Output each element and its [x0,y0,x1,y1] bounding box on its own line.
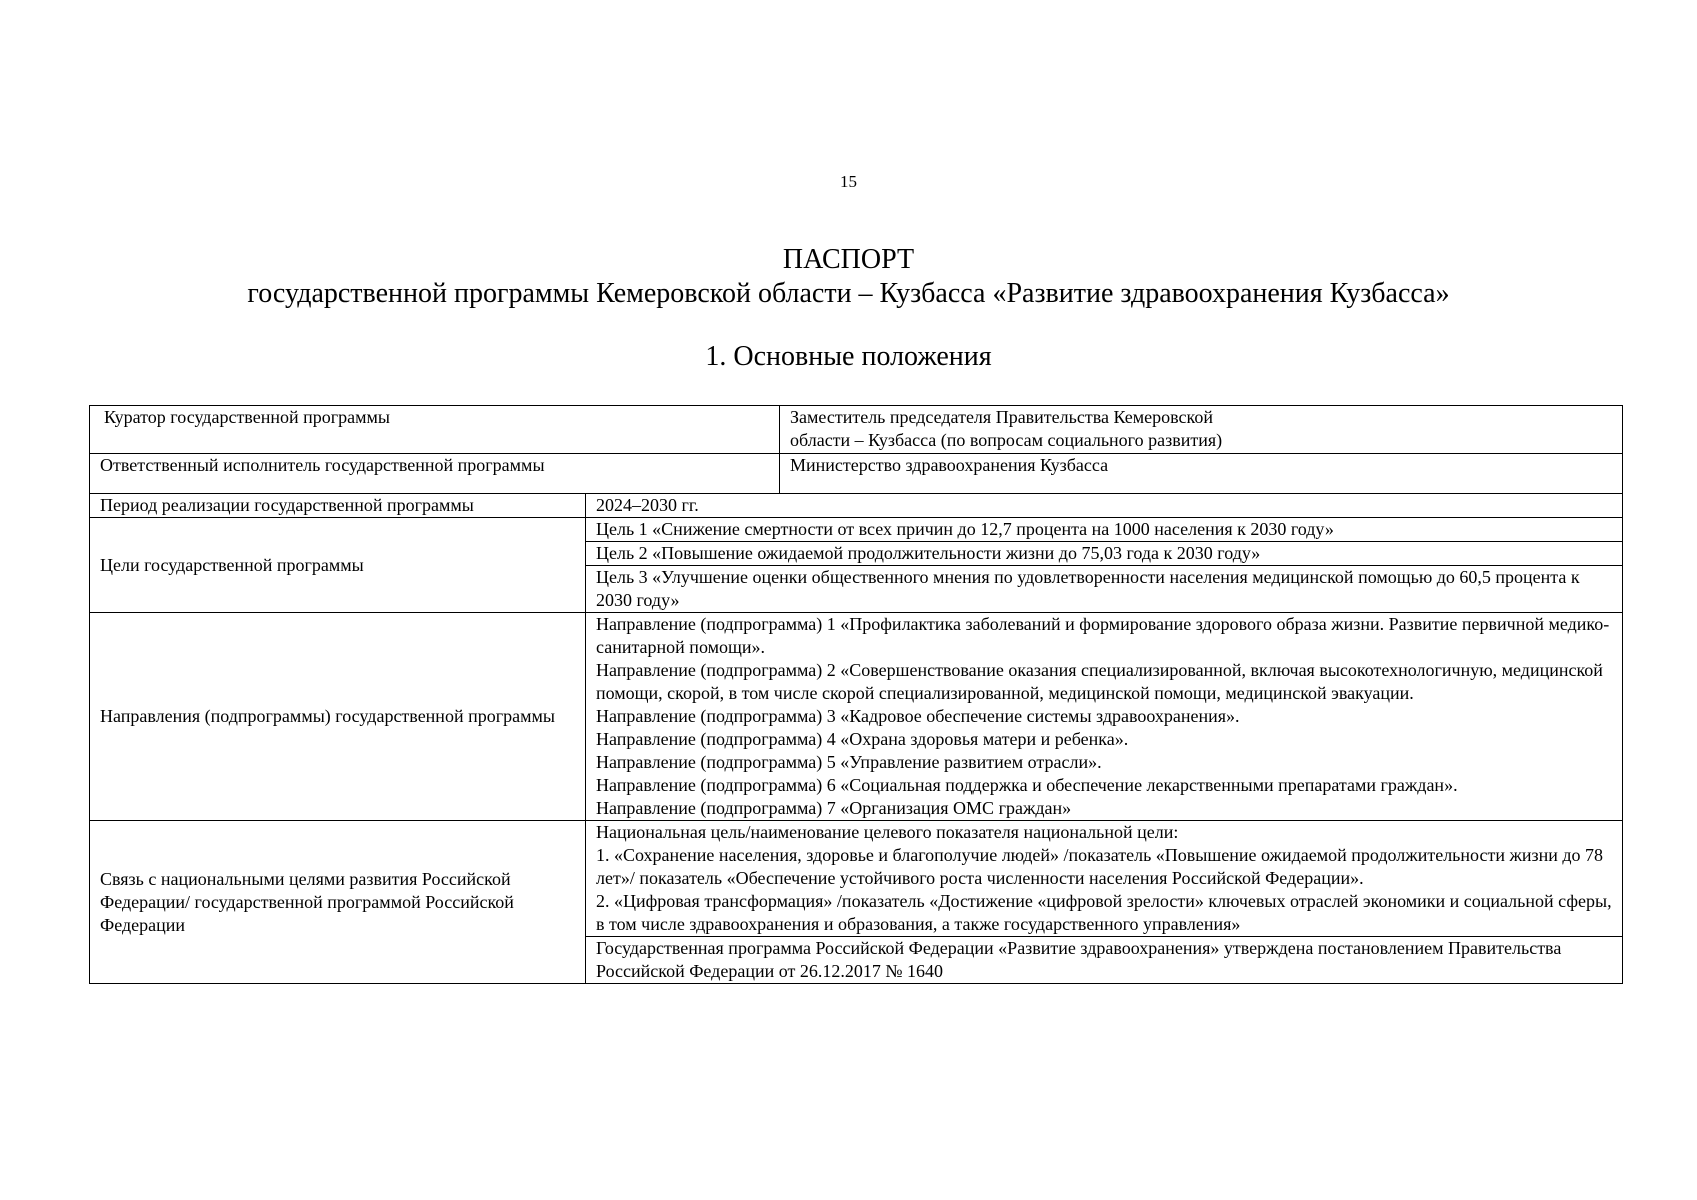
curator-label: Куратор государственной программы [90,406,780,454]
goal-item-2: Цель 2 «Повышение ожидаемой продолжительности жизни до 75,03 года к 2030 году» [586,542,1623,566]
curator-value-line2: области – Кузбасса (по вопросам социального развития) [790,430,1223,450]
period-label: Период реализации государственной программы [90,494,586,518]
national-goals [586,821,1623,937]
national-goal-item-2: 2. «Цифровая трансформация» /показатель «Достижение «цифровой зрелости» ключевых отраслей экономики и социальной сферы, в том числе здравоохранения и образования, а также государственного управления» [596,891,1612,934]
table-row-national-goals [90,821,1623,937]
state-program: Государственная программа Российской Федерации «Развитие здравоохранения» утверждена постановлением Правительства Российской Федерации от 26.12.2017 № 1640 [586,937,1623,984]
goal-item-1: Цель 1 «Снижение смертности от всех причин до 12,7 процента на 1000 населения к 2030 году» [586,518,1623,542]
direction-item-2: Направление (подпрограмма) 2 «Совершенствование оказания специализированной, включая высокотехнологичную, медицинской помощи, скорой, в том числе скорой специализированной, медицинской помощи, медицинской эвакуации. [596,660,1603,703]
links-label: Связь с национальными целями развития Российской Федерации/ государственной программой Российской Федерации [90,821,586,984]
document-title: ПАСПОРТ [782,244,915,275]
direction-item-7: Направление (подпрограмма) 7 «Организация ОМС граждан» [596,798,1072,818]
goals-label: Цели государственной программы [90,518,586,613]
executor-value: Министерство здравоохранения Кузбасса [780,454,1623,494]
direction-item-3: Направление (подпрограмма) 3 «Кадровое обеспечение системы здравоохранения». [596,706,1240,726]
passport-table [89,405,1623,984]
direction-item-1: Направление (подпрограмма) 1 «Профилактика заболеваний и формирование здорового образа жизни. Развитие первичной медико-санитарной помощи». [596,614,1610,657]
table-row-curator [90,406,1623,454]
directions-list [586,613,1623,821]
page-number: 15 [840,172,857,191]
national-goals-header: Национальная цель/наименование целевого показателя национальной цели: [596,822,1179,842]
direction-item-6: Направление (подпрограмма) 6 «Социальная поддержка и обеспечение лекарственными препаратами граждан». [596,775,1458,795]
executor-label: Ответственный исполнитель государственной программы [90,454,780,494]
table-row-period [90,494,1623,518]
curator-value [780,406,1623,454]
directions-label: Направления (подпрограммы) государственной программы [90,613,586,821]
table-row-directions [90,613,1623,821]
direction-item-4: Направление (подпрограмма) 4 «Охрана здоровья матери и ребенка». [596,729,1129,749]
period-value: 2024–2030 гг. [586,494,1623,518]
table-row-goal-1 [90,518,1623,542]
table-row-executor [90,454,1623,494]
document-subtitle: государственной программы Кемеровской области – Кузбасса «Развитие здравоохранения Кузбасса» [247,278,1450,309]
curator-value-line1: Заместитель председателя Правительства Кемеровской [790,407,1213,427]
goal-item-3: Цель 3 «Улучшение оценки общественного мнения по удовлетворенности населения медицинской помощью до 60,5 процента к 2030 году» [586,566,1623,613]
direction-item-5: Направление (подпрограмма) 5 «Управление развитием отрасли». [596,752,1102,772]
section-title: 1. Основные положения [705,341,992,372]
national-goal-item-1: 1. «Сохранение населения, здоровье и благополучие людей» /показатель «Повышение ожидаемой продолжительности жизни до 78 лет»/ показатель «Обеспечение устойчивого роста численности населения Российской Федерации». [596,845,1604,888]
